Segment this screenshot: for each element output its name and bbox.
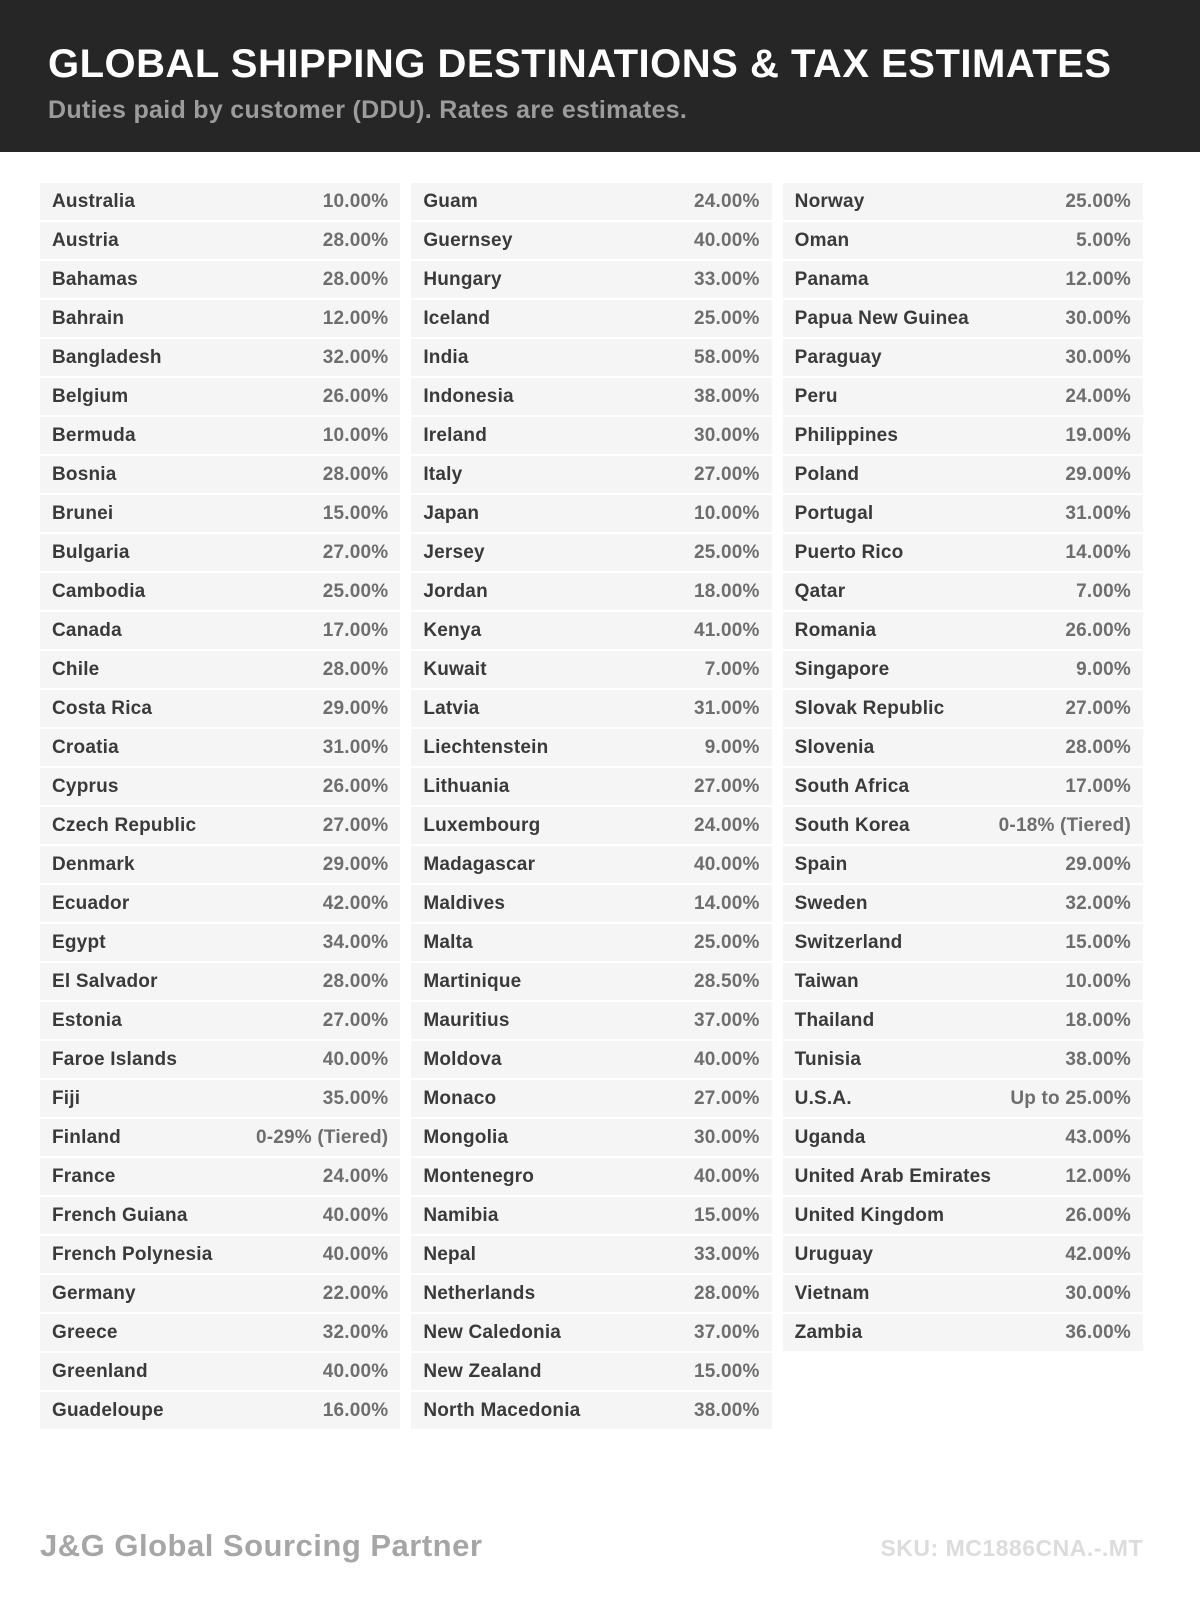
table-row [783, 1158, 1143, 1195]
country-name: Denmark [52, 853, 135, 875]
table-row [783, 417, 1143, 454]
tax-rate: 5.00% [1076, 229, 1131, 251]
country-name: Panama [794, 268, 869, 290]
table-row [40, 1275, 400, 1312]
country-name: Finland [52, 1126, 121, 1148]
tax-rate: 12.00% [1065, 1165, 1131, 1187]
table-row [783, 1119, 1143, 1156]
country-name: Costa Rica [52, 697, 153, 719]
table-row [40, 573, 400, 610]
tax-rate: 15.00% [1065, 931, 1131, 953]
table-row [411, 1080, 771, 1117]
tax-rate: 15.00% [694, 1360, 760, 1382]
tax-rate: 15.00% [694, 1204, 760, 1226]
table-row [783, 924, 1143, 961]
country-name: Indonesia [423, 385, 514, 407]
table-row [40, 339, 400, 376]
table-row [411, 1197, 771, 1234]
table-row [411, 183, 771, 220]
tax-rate: 25.00% [694, 307, 760, 329]
table-row [411, 1314, 771, 1351]
country-name: Philippines [794, 424, 899, 446]
table-row [40, 729, 400, 766]
table-row [40, 846, 400, 883]
tax-rate: 26.00% [1065, 619, 1131, 641]
table-row [40, 1080, 400, 1117]
table-row [783, 651, 1143, 688]
country-name: New Caledonia [423, 1321, 562, 1343]
tax-rate: 28.50% [694, 970, 760, 992]
tax-rate: 37.00% [694, 1321, 760, 1343]
country-name: Bangladesh [52, 346, 162, 368]
table-row [783, 573, 1143, 610]
tax-rate: 25.00% [1065, 190, 1131, 212]
tax-rate: 12.00% [322, 307, 389, 329]
country-name: Monaco [423, 1087, 497, 1109]
table-row [411, 1158, 771, 1195]
country-name: Cambodia [52, 580, 146, 602]
country-name: Bosnia [52, 463, 117, 485]
tax-rate: 28.00% [322, 268, 389, 290]
table-row [411, 573, 771, 610]
tax-rate: 34.00% [322, 931, 389, 953]
country-name: Mauritius [423, 1009, 510, 1031]
country-name: U.S.A. [794, 1087, 852, 1109]
country-name: Austria [52, 229, 119, 251]
country-name: Singapore [794, 658, 890, 680]
country-name: Faroe Islands [52, 1048, 178, 1070]
table-row [40, 1119, 400, 1156]
table-row [40, 963, 400, 1000]
country-name: Tunisia [794, 1048, 862, 1070]
table-row [783, 222, 1143, 259]
table-row [783, 768, 1143, 805]
table-row [783, 690, 1143, 727]
tax-table [40, 183, 1143, 1431]
tax-rate: 28.00% [322, 229, 389, 251]
country-name: Puerto Rico [794, 541, 904, 563]
country-name: Malta [423, 931, 473, 953]
country-name: Netherlands [423, 1282, 536, 1304]
country-name: French Guiana [52, 1204, 188, 1226]
table-row [411, 261, 771, 298]
country-name: Jordan [423, 580, 488, 602]
table-row [411, 1119, 771, 1156]
tax-rate: Up to 25.00% [1010, 1087, 1131, 1109]
tax-rate: 32.00% [1065, 892, 1131, 914]
tax-rate: 40.00% [322, 1204, 389, 1226]
page-title: GLOBAL SHIPPING DESTINATIONS & TAX ESTIMATES [48, 41, 1112, 86]
tax-rate: 42.00% [1065, 1243, 1131, 1265]
tax-rate: 30.00% [1065, 346, 1131, 368]
country-name: Vietnam [794, 1282, 870, 1304]
tax-rate: 28.00% [694, 1282, 760, 1304]
table-row [40, 1002, 400, 1039]
country-name: United Arab Emirates [794, 1165, 992, 1187]
tax-rate: 29.00% [1065, 463, 1131, 485]
table-row [40, 261, 400, 298]
country-name: Montenegro [423, 1165, 535, 1187]
tax-rate: 38.00% [1065, 1048, 1131, 1070]
tax-rate: 18.00% [694, 580, 760, 602]
tax-rate: 31.00% [694, 697, 760, 719]
country-name: Ecuador [52, 892, 130, 914]
table-row [411, 417, 771, 454]
tax-rate: 40.00% [322, 1048, 389, 1070]
country-name: Germany [52, 1282, 136, 1304]
tax-rate: 27.00% [322, 1009, 389, 1031]
tax-rate: 58.00% [694, 346, 760, 368]
tax-rate: 27.00% [694, 775, 760, 797]
tax-rate: 29.00% [1065, 853, 1131, 875]
table-row [40, 1197, 400, 1234]
table-row [40, 1236, 400, 1273]
table-row [411, 378, 771, 415]
table-row [783, 807, 1143, 844]
table-row [411, 1275, 771, 1312]
tax-rate: 28.00% [1065, 736, 1131, 758]
country-name: Sweden [794, 892, 868, 914]
country-name: Italy [423, 463, 463, 485]
table-row [411, 1353, 771, 1390]
tax-rate: 40.00% [694, 1165, 760, 1187]
tax-rate: 15.00% [322, 502, 389, 524]
table-row [783, 378, 1143, 415]
table-row [783, 612, 1143, 649]
country-name: Latvia [423, 697, 480, 719]
country-name: Zambia [794, 1321, 863, 1343]
table-row [40, 222, 400, 259]
table-row [40, 1392, 400, 1429]
table-row [40, 1041, 400, 1078]
table-row [40, 534, 400, 571]
tax-rate: 24.00% [1065, 385, 1131, 407]
tax-rate: 10.00% [1065, 970, 1131, 992]
tax-rate: 26.00% [1065, 1204, 1131, 1226]
tax-rate: 40.00% [322, 1243, 389, 1265]
country-name: Guadeloupe [52, 1399, 164, 1421]
tax-rate: 29.00% [322, 853, 389, 875]
brand-text: J&G Global Sourcing Partner [40, 1528, 483, 1563]
table-row [783, 1275, 1143, 1312]
country-name: Ireland [423, 424, 488, 446]
country-name: Slovenia [794, 736, 875, 758]
tax-rate: 27.00% [322, 814, 389, 836]
tax-rate: 40.00% [694, 229, 760, 251]
country-name: French Polynesia [52, 1243, 213, 1265]
tax-rate: 40.00% [694, 853, 760, 875]
table-row [411, 1392, 771, 1429]
tax-rate: 28.00% [322, 658, 389, 680]
table-row [783, 1314, 1143, 1351]
table-row [783, 1197, 1143, 1234]
table-row [783, 495, 1143, 532]
country-name: Jersey [423, 541, 485, 563]
tax-rate: 32.00% [322, 346, 389, 368]
country-name: Estonia [52, 1009, 123, 1031]
country-name: South Africa [794, 775, 910, 797]
tax-rate: 36.00% [1065, 1321, 1131, 1343]
table-row [40, 300, 400, 337]
tax-rate: 37.00% [694, 1009, 760, 1031]
tax-rate: 27.00% [322, 541, 389, 563]
header [0, 0, 1200, 152]
tax-rate: 24.00% [322, 1165, 389, 1187]
table-row [40, 378, 400, 415]
tax-rate: 35.00% [322, 1087, 389, 1109]
table-row [40, 807, 400, 844]
table-row [783, 261, 1143, 298]
tax-rate: 9.00% [704, 736, 760, 758]
tax-rate: 28.00% [322, 970, 389, 992]
country-name: Kenya [423, 619, 482, 641]
country-name: South Korea [794, 814, 910, 836]
country-name: Bulgaria [52, 541, 130, 563]
country-name: Iceland [423, 307, 491, 329]
country-name: Chile [52, 658, 100, 680]
table-row [783, 1080, 1143, 1117]
country-name: Oman [794, 229, 850, 251]
country-name: El Salvador [52, 970, 158, 992]
country-name: Australia [52, 190, 136, 212]
country-name: Liechtenstein [423, 736, 549, 758]
table-row [40, 1314, 400, 1351]
table-row [411, 807, 771, 844]
table-row [411, 885, 771, 922]
table-row [783, 1236, 1143, 1273]
sku-label: SKU: MC1886CNA.-.MT [880, 1535, 1143, 1561]
country-name: Brunei [52, 502, 114, 524]
country-name: Fiji [52, 1087, 81, 1109]
country-name: North Macedonia [423, 1399, 581, 1421]
country-name: India [423, 346, 469, 368]
table-row [40, 651, 400, 688]
country-name: Bermuda [52, 424, 136, 446]
tax-rate: 22.00% [322, 1282, 389, 1304]
tax-rate: 25.00% [322, 580, 389, 602]
tax-rate: 18.00% [1065, 1009, 1131, 1031]
country-name: Switzerland [794, 931, 903, 953]
country-name: Taiwan [794, 970, 859, 992]
table-row [411, 300, 771, 337]
tax-rate: 30.00% [694, 424, 760, 446]
table-row [411, 222, 771, 259]
table-row [40, 690, 400, 727]
country-name: Madagascar [423, 853, 536, 875]
table-row [40, 456, 400, 493]
country-name: Guam [423, 190, 478, 212]
tax-rate: 33.00% [694, 1243, 760, 1265]
tax-rate: 24.00% [694, 814, 760, 836]
tax-rate: 31.00% [1065, 502, 1131, 524]
table-row [411, 768, 771, 805]
tax-rate: 16.00% [322, 1399, 389, 1421]
tax-rate: 27.00% [1065, 697, 1131, 719]
table-row [411, 456, 771, 493]
tax-rate: 24.00% [694, 190, 760, 212]
table-row [411, 495, 771, 532]
country-name: Maldives [423, 892, 506, 914]
country-name: Egypt [52, 931, 106, 953]
table-row [411, 846, 771, 883]
country-name: Mongolia [423, 1126, 509, 1148]
table-row [783, 456, 1143, 493]
table-row [40, 1158, 400, 1195]
table-row [40, 495, 400, 532]
country-name: Luxembourg [423, 814, 541, 836]
table-row [411, 651, 771, 688]
table-column-2 [411, 183, 771, 1431]
tax-rate: 38.00% [694, 1399, 760, 1421]
country-name: Slovak Republic [794, 697, 945, 719]
tax-rate: 0-29% (Tiered) [255, 1126, 389, 1148]
tax-rate: 30.00% [694, 1126, 760, 1148]
tax-rate: 9.00% [1076, 658, 1131, 680]
tax-rate: 40.00% [694, 1048, 760, 1070]
table-row [783, 183, 1143, 220]
tax-rate: 10.00% [694, 502, 760, 524]
tax-rate: 14.00% [694, 892, 760, 914]
country-name: Hungary [423, 268, 502, 290]
country-name: Czech Republic [52, 814, 197, 836]
table-row [411, 924, 771, 961]
table-row [40, 417, 400, 454]
country-name: Japan [423, 502, 480, 524]
country-name: United Kingdom [794, 1204, 945, 1226]
tax-rate: 42.00% [322, 892, 389, 914]
table-column-1 [40, 183, 400, 1431]
table-row [783, 1002, 1143, 1039]
table-row [40, 768, 400, 805]
tax-rate: 27.00% [694, 1087, 760, 1109]
table-row [783, 963, 1143, 1000]
country-name: Martinique [423, 970, 522, 992]
country-name: Belgium [52, 385, 129, 407]
table-column-3 [783, 183, 1143, 1353]
country-name: Canada [52, 619, 122, 641]
table-row [411, 729, 771, 766]
tax-rate: 31.00% [322, 736, 389, 758]
table-row [411, 690, 771, 727]
country-name: Romania [794, 619, 877, 641]
tax-rate: 25.00% [694, 931, 760, 953]
tax-rate: 41.00% [694, 619, 760, 641]
tax-rate: 28.00% [322, 463, 389, 485]
country-name: Paraguay [794, 346, 882, 368]
country-name: Bahrain [52, 307, 125, 329]
country-name: Norway [794, 190, 865, 212]
tax-rate: 29.00% [322, 697, 389, 719]
country-name: Namibia [423, 1204, 499, 1226]
table-row [411, 534, 771, 571]
table-row [783, 339, 1143, 376]
table-row [40, 924, 400, 961]
country-name: Thailand [794, 1009, 875, 1031]
tax-rate: 17.00% [1065, 775, 1131, 797]
country-name: Poland [794, 463, 860, 485]
tax-rate: 27.00% [694, 463, 760, 485]
tax-rate: 19.00% [1065, 424, 1131, 446]
page-subtitle: Duties paid by customer (DDU). Rates are estimates. [48, 95, 688, 124]
tax-rate: 30.00% [1065, 307, 1131, 329]
table-row [783, 846, 1143, 883]
tax-rate: 25.00% [694, 541, 760, 563]
tax-rate: 43.00% [1065, 1126, 1131, 1148]
tax-rate: 33.00% [694, 268, 760, 290]
tax-rate: 38.00% [694, 385, 760, 407]
tax-rate: 7.00% [1076, 580, 1131, 602]
table-row [411, 963, 771, 1000]
country-name: Cyprus [52, 775, 119, 797]
tax-rate: 26.00% [322, 775, 389, 797]
table-row [40, 1353, 400, 1390]
country-name: Greenland [52, 1360, 148, 1382]
country-name: Uruguay [794, 1243, 874, 1265]
table-row [411, 1236, 771, 1273]
tax-rate: 32.00% [322, 1321, 389, 1343]
country-name: Croatia [52, 736, 119, 758]
tax-rate: 0-18% (Tiered) [998, 814, 1131, 836]
country-name: Guernsey [423, 229, 513, 251]
country-name: Moldova [423, 1048, 502, 1070]
tax-rate: 14.00% [1065, 541, 1131, 563]
country-name: France [52, 1165, 116, 1187]
country-name: Peru [794, 385, 838, 407]
table-row [783, 1041, 1143, 1078]
country-name: Kuwait [423, 658, 487, 680]
tax-rate: 30.00% [1065, 1282, 1131, 1304]
country-name: Nepal [423, 1243, 477, 1265]
tax-rate: 10.00% [322, 424, 389, 446]
table-row [411, 339, 771, 376]
tax-rate: 17.00% [322, 619, 389, 641]
country-name: Portugal [794, 502, 874, 524]
tax-rate: 7.00% [704, 658, 760, 680]
country-name: Papua New Guinea [794, 307, 969, 329]
table-row [40, 183, 400, 220]
table-row [411, 612, 771, 649]
tax-rate: 40.00% [322, 1360, 389, 1382]
tax-rate: 26.00% [322, 385, 389, 407]
country-name: Qatar [794, 580, 846, 602]
tax-rate: 10.00% [322, 190, 389, 212]
table-row [783, 729, 1143, 766]
country-name: Greece [52, 1321, 118, 1343]
footer [40, 1528, 1143, 1564]
country-name: Spain [794, 853, 848, 875]
table-row [783, 300, 1143, 337]
table-row [411, 1002, 771, 1039]
table-row [40, 885, 400, 922]
table-row [40, 612, 400, 649]
country-name: Lithuania [423, 775, 510, 797]
table-row [411, 1041, 771, 1078]
country-name: Uganda [794, 1126, 866, 1148]
country-name: New Zealand [423, 1360, 542, 1382]
tax-rate: 12.00% [1065, 268, 1131, 290]
country-name: Bahamas [52, 268, 138, 290]
table-row [783, 885, 1143, 922]
table-row [783, 534, 1143, 571]
